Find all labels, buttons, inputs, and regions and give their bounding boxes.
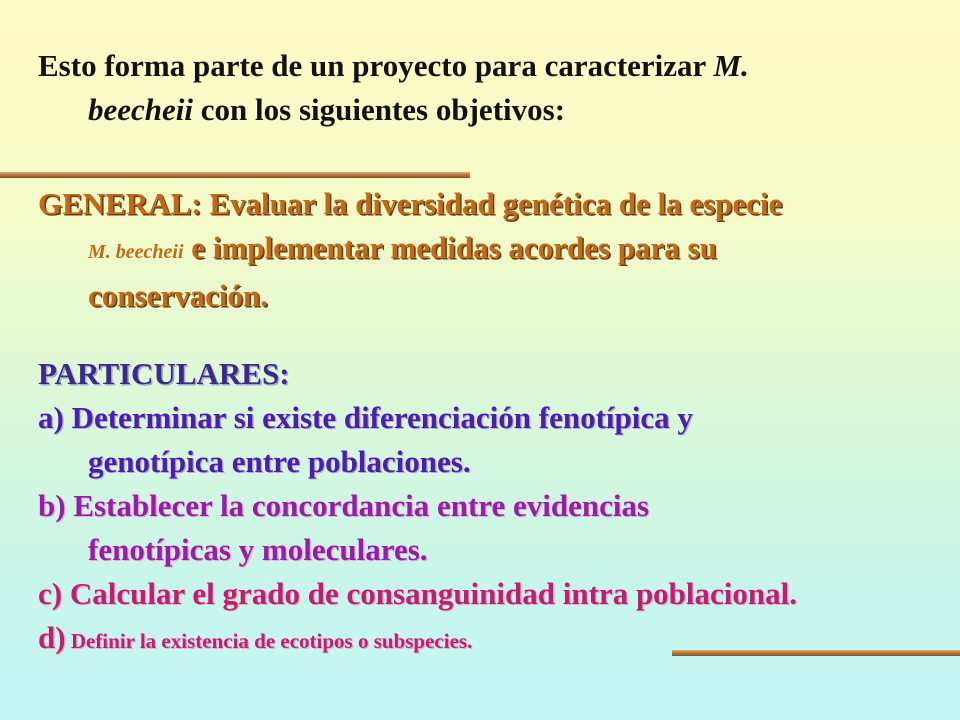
particular-objectives: [38, 352, 953, 663]
general-line-2: M. beecheii e implementar medidas acordes para su: [88, 230, 717, 265]
intro-paragraph: [38, 44, 953, 132]
objective-b-line-2: fenotípicas y moleculares.: [88, 532, 428, 567]
objective-a-line-1: a) Determinar si existe diferenciación fenotípica y: [38, 400, 693, 435]
objective-a-line-2: genotípica entre poblaciones.: [88, 444, 471, 479]
species-name: M. beecheii: [88, 241, 184, 263]
general-line-1: GENERAL: Evaluar la diversidad genética de la especie: [38, 186, 783, 221]
intro-line-2: beecheii con los siguientes objetivos:: [88, 92, 566, 127]
divider-top: [0, 172, 470, 178]
particulares-title: PARTICULARES:: [38, 356, 290, 391]
objective-b-line-1: b) Establecer la concordancia entre evidencias: [38, 488, 650, 523]
species-name: M.: [713, 48, 749, 83]
objective-d-line-1: d) Definir la existencia de ecotipos o subspecies.: [38, 620, 473, 655]
species-name: beecheii: [88, 92, 194, 127]
intro-line-1: Esto forma parte de un proyecto para caracterizar M.: [38, 48, 749, 83]
general-line-3: conservación.: [88, 278, 268, 313]
general-objective: [38, 182, 953, 318]
objective-c-line-1: c) Calcular el grado de consanguinidad intra poblacional.: [38, 576, 798, 611]
